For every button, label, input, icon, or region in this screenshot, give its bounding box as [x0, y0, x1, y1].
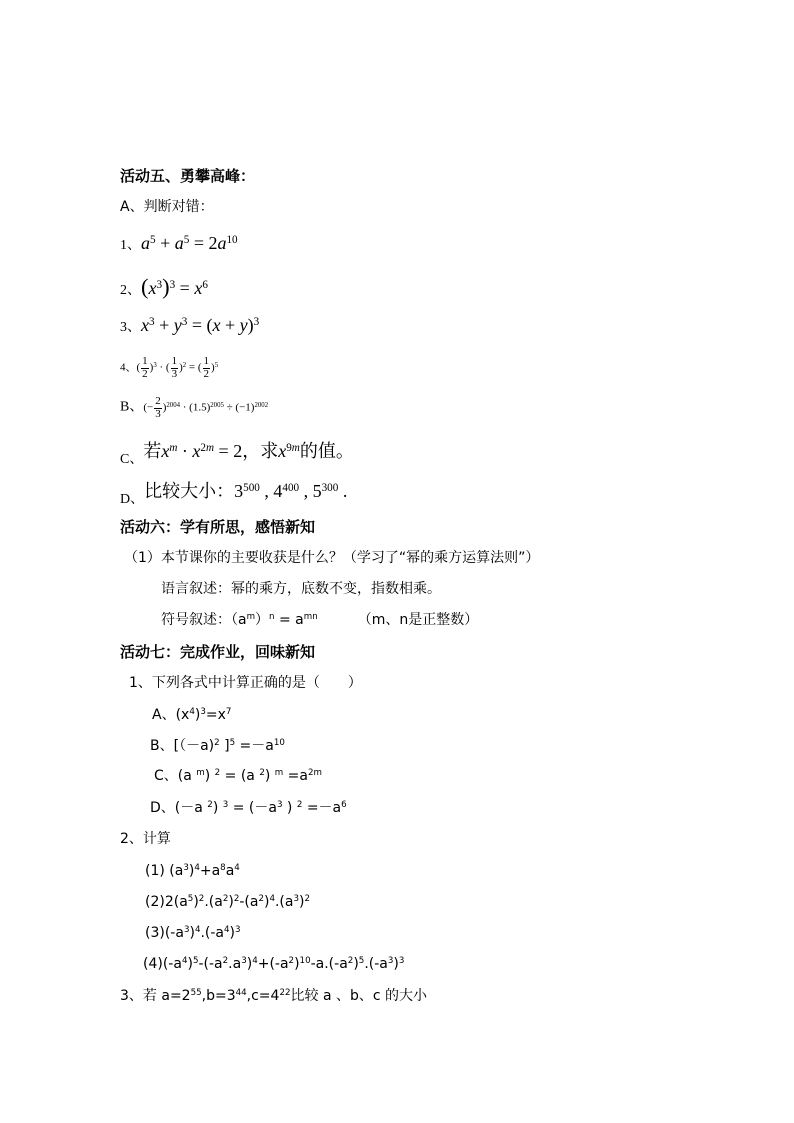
- calc-item-2: $(2)2(a^5)^2.(a^2)^2-(a^2)^4.(a^3)^2$: [145, 894, 310, 910]
- c-text-1: 若: [143, 441, 162, 461]
- choice-b: B、[（－a)$^2$ ]$^5 =-a^{10}$: [150, 738, 285, 754]
- activity6-question-1: （1）本节课你的主要收获是什么？（学习了“幂的乘方运算法则”）: [124, 550, 540, 566]
- activity6-heading: 活动六：学有所思，感悟新知: [120, 518, 316, 536]
- item-3-label: 3、: [120, 320, 141, 335]
- symbolic-label: 符号叙述：: [161, 612, 231, 628]
- q3-suffix: 比较 a 、b、c 的大小: [290, 988, 428, 1004]
- calc-item-3: $(3)(-a^3)^4.(-a^4)^3$: [145, 925, 241, 941]
- item-4-label: 4、: [120, 361, 137, 374]
- judge-item-2: 2、$(x^3)^3 = x^6$: [120, 274, 208, 299]
- c-text-2: ，求: [242, 441, 279, 461]
- item-1-label: 1、: [120, 238, 141, 253]
- judge-item-1: 1、$a^5 + a^5 = 2a^{10}$: [120, 233, 238, 253]
- symbolic-statement: 符号叙述：$(a^m)^n = a^{mn}$ （m、n是正整数）: [161, 612, 479, 628]
- verbal-statement: 语言叙述：幂的乘方，底数不变，指数相乘。: [161, 581, 441, 597]
- symbolic-note: （m、n是正整数）: [357, 612, 479, 628]
- part-b-label: B、: [120, 399, 144, 415]
- activity7-question-2: 2、计算: [120, 831, 171, 847]
- c-text-3: 的值。: [299, 441, 354, 461]
- activity7-heading: 活动七：完成作业，回味新知: [120, 643, 316, 661]
- judge-item-4: 4、( $\frac{1}{2}$ )$^3$ · ( $\frac{1}{3}$ )$^2$ = ( $\frac{1}{2}$ )$^5$: [120, 355, 219, 380]
- choice-c: C、(a $^m$) $^2$ = (a $^2$) $^m =a^{2m}$: [154, 768, 322, 784]
- part-c-question: $_{C、}$若$x^m \cdot x^{2m} = 2$，求$x^{9m}$的值。: [120, 441, 354, 467]
- part-d-label: D、: [120, 492, 145, 507]
- activity5-heading: 活动五、勇攀高峰：: [120, 167, 256, 185]
- activity7-question-1: 1、下列各式中计算正确的是（ ）: [129, 675, 362, 691]
- part-a-label: A、判断对错：: [120, 199, 214, 215]
- judge-item-3: 3、$x^3 + y^3 = (x + y)^3$: [120, 315, 260, 335]
- choice-a: A、$(x^4)^3=x^7$: [152, 707, 232, 723]
- calc-item-1: (1) $(a^3)^4+a^8a^4$: [145, 863, 240, 879]
- part-b-expression: B、(− $\frac{2}{3}$ )$^{2004} \cdot (1.5)^{2005} \div (-1)^{2002}$: [120, 395, 269, 420]
- choice-d: D、(－a $^2$) $^3 = (-a^3$ ) $^2 =-a^6$: [150, 800, 347, 816]
- part-c-label: C、: [120, 452, 144, 467]
- item-2-label: 2、: [120, 283, 141, 298]
- activity7-question-3: 3、若 $a=2^{55},b=3^{44},c=4^{22}$比较 a 、b、c 的大小: [120, 988, 428, 1004]
- part-d-question: $_{D、}$比较大小：$3^{500}$ , $4^{400}$ , $5^{300}$ .: [120, 481, 348, 507]
- calc-item-4: $(4)(-a^4)^5-(-a^2.a^3)^4+(-a^2)^{10}-a.(-a^2)^5.(-a^3)^3$: [143, 956, 405, 972]
- d-text: 比较大小：: [144, 481, 235, 501]
- q3-prefix: 3、若: [120, 988, 162, 1004]
